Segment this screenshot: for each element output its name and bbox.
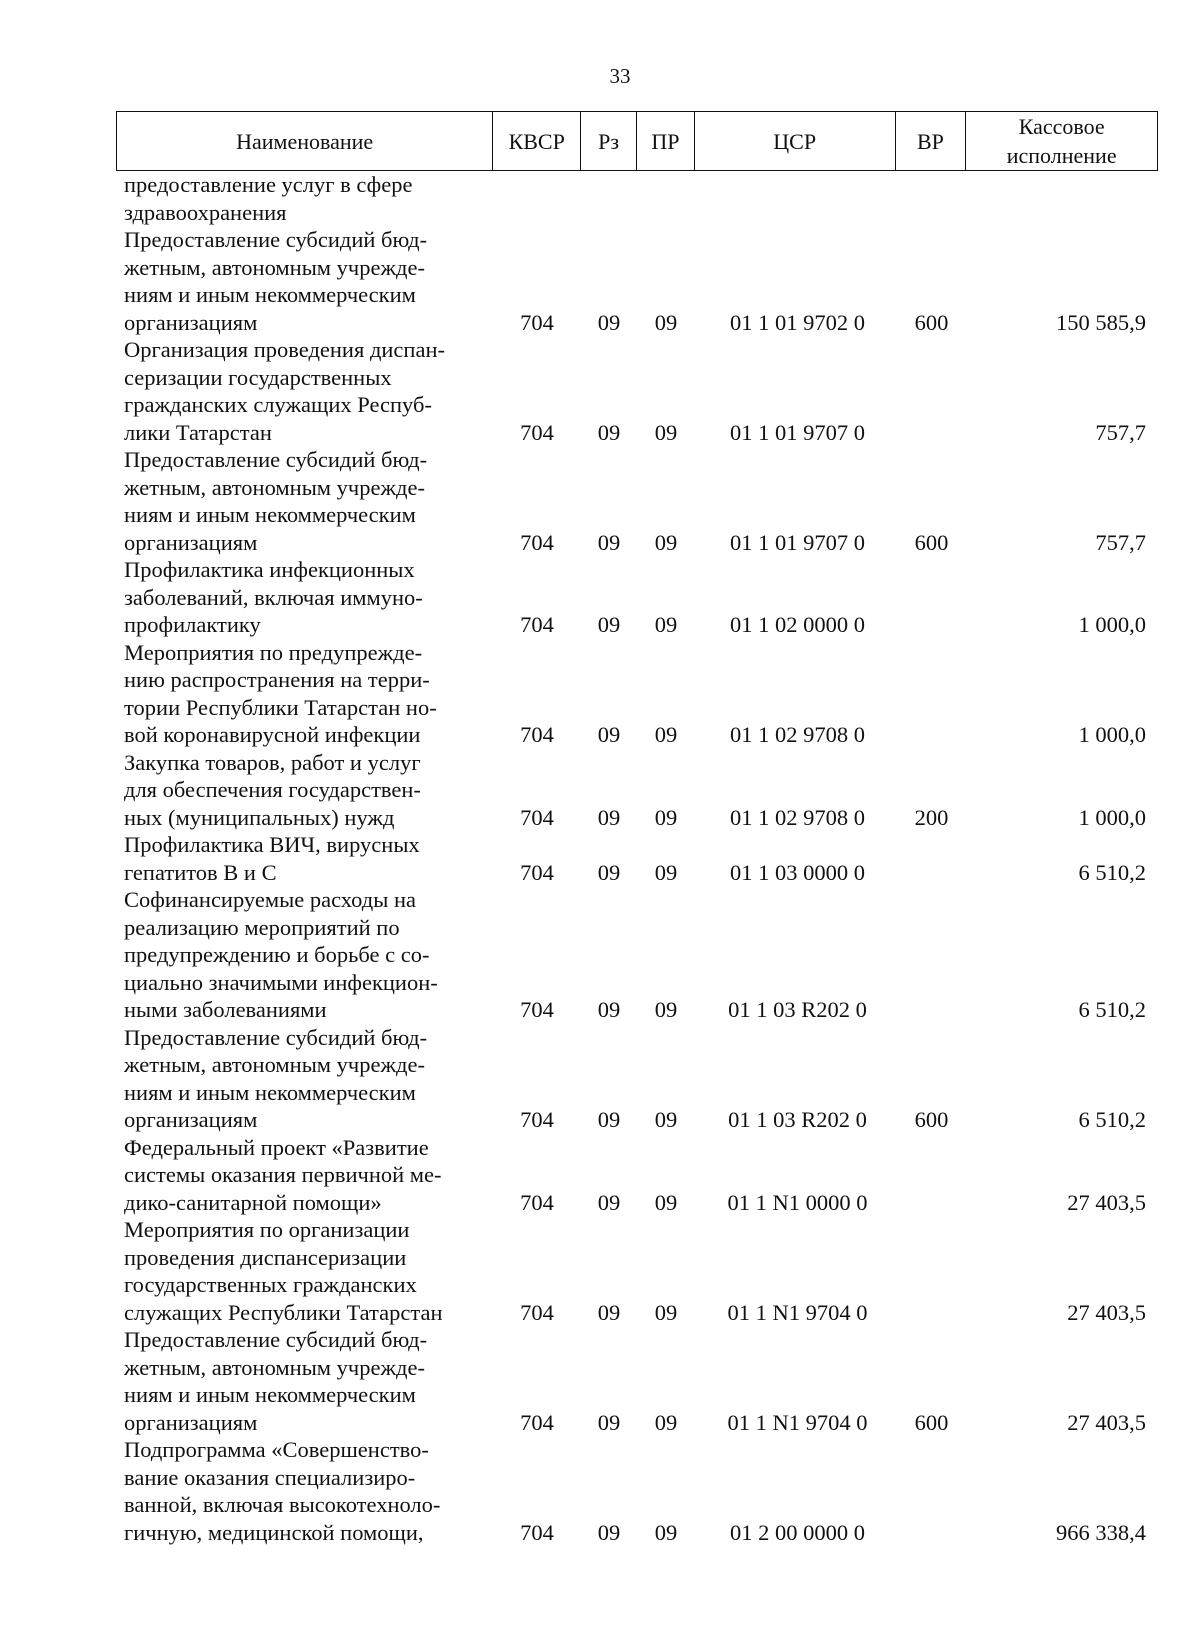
cell-name-line: ных (муниципальных) нужд — [124, 804, 395, 830]
cell-name-line: предупреждению и борьбе с со- — [124, 942, 430, 967]
header-csr: ЦСР — [695, 112, 896, 170]
cell-name — [116, 226, 493, 336]
cell-rz: 09 — [597, 859, 621, 885]
table-row — [116, 446, 1158, 556]
cell-cash-execution: 27 403,5 — [1067, 1409, 1146, 1435]
header-cash-execution-line2: исполнение — [1006, 143, 1117, 168]
cell-kvsr: 704 — [520, 722, 554, 747]
header-rz: Рз — [581, 112, 637, 170]
table-body — [116, 171, 1158, 1546]
cell-name-line: профилактику — [124, 612, 261, 637]
cell-name — [116, 1436, 493, 1546]
cell-rz: 09 — [597, 419, 621, 445]
cell-name-line: Мероприятия по организации — [124, 1217, 410, 1242]
cell-vr: 600 — [914, 309, 949, 335]
cell-name-line: жетным, автономным учрежде- — [124, 1052, 425, 1077]
cell-cash-execution: 1 000,0 — [1078, 612, 1146, 637]
cell-pr: 09 — [654, 612, 678, 637]
cell-csr: 01 1 01 9707 0 — [730, 529, 865, 555]
cell-kvsr: 704 — [520, 997, 554, 1022]
cell-vr: 600 — [914, 1107, 949, 1132]
cell-name — [116, 556, 493, 639]
cell-name-line: Мероприятия по предупрежде- — [124, 639, 423, 665]
cell-name-line: Софинансируемые расходы на — [124, 887, 416, 912]
cell-name-line: проведения диспансеризации — [124, 1244, 407, 1270]
cell-name — [116, 1134, 493, 1217]
cell-name-line: дико-санитарной помощи» — [124, 1189, 382, 1215]
cell-cash-execution: 6 510,2 — [1078, 997, 1146, 1022]
cell-name-line: серизации государственных — [124, 364, 392, 390]
cell-rz: 09 — [597, 1409, 621, 1435]
cell-name-line: Предоставление субсидий бюд- — [124, 1327, 428, 1352]
cell-name-line: ниям и иным некоммерческим — [124, 502, 416, 527]
cell-name-line: Предоставление субсидий бюд- — [124, 227, 428, 252]
cell-name-line: жетным, автономным учрежде- — [124, 1354, 425, 1380]
cell-kvsr: 704 — [520, 529, 554, 555]
cell-pr: 09 — [654, 859, 678, 885]
header-kvsr: КВСР — [493, 112, 581, 170]
cell-name — [116, 886, 493, 1024]
cell-rz: 09 — [597, 309, 621, 335]
cell-pr: 09 — [654, 1519, 678, 1545]
table-row — [116, 1024, 1158, 1134]
cell-csr: 01 1 01 9702 0 — [730, 309, 865, 335]
cell-name — [116, 171, 493, 226]
cell-rz: 09 — [597, 1299, 621, 1325]
table-row — [116, 749, 1158, 832]
cell-cash-execution: 6 510,2 — [1078, 1107, 1146, 1132]
cell-kvsr: 704 — [520, 859, 554, 885]
cell-name-line: Федеральный проект «Развитие — [124, 1134, 429, 1160]
cell-rz: 09 — [597, 1519, 621, 1545]
header-name: Наименование — [117, 112, 493, 170]
cell-pr: 09 — [654, 1189, 678, 1215]
cell-name — [116, 831, 493, 886]
cell-name-line: реализацию мероприятий по — [124, 914, 400, 940]
cell-vr: 600 — [914, 1409, 949, 1435]
cell-csr: 01 1 N1 9704 0 — [727, 1299, 868, 1325]
cell-name-line: Профилактика инфекционных — [124, 557, 415, 582]
cell-name-line: организациям — [124, 529, 258, 555]
cell-name-line: системы оказания первичной ме- — [124, 1162, 442, 1187]
cell-kvsr: 704 — [520, 1299, 554, 1325]
cell-name — [116, 639, 493, 749]
cell-name-line: гепатитов В и С — [124, 859, 277, 885]
cell-name-line: служащих Республики Татарстан — [124, 1299, 443, 1325]
cell-rz: 09 — [597, 997, 621, 1022]
cell-name-line: Предоставление субсидий бюд- — [124, 1024, 428, 1050]
header-cash-execution — [966, 112, 1157, 170]
cell-name-line: вание оказания специализиро- — [124, 1464, 416, 1490]
cell-rz: 09 — [597, 1189, 621, 1215]
table-row — [116, 1134, 1158, 1217]
cell-name-line: ниям и иным некоммерческим — [124, 282, 416, 307]
cell-name-line: для обеспечения государствен- — [124, 777, 421, 802]
cell-csr: 01 1 03 R202 0 — [728, 1107, 867, 1132]
cell-name-line: жетным, автономным учрежде- — [124, 474, 425, 500]
cell-pr: 09 — [654, 722, 678, 747]
table-row — [116, 639, 1158, 749]
cell-name-line: государственных гражданских — [124, 1272, 417, 1297]
cell-csr: 01 1 03 0000 0 — [730, 859, 865, 885]
cell-cash-execution: 1 000,0 — [1078, 804, 1146, 830]
cell-vr: 200 — [914, 804, 949, 830]
table-row — [116, 886, 1158, 1024]
cell-name-line: жетным, автономным учрежде- — [124, 254, 425, 280]
cell-name — [116, 446, 493, 556]
cell-name-line: лики Татарстан — [124, 419, 272, 445]
table-row — [116, 831, 1158, 886]
cell-cash-execution: 966 338,4 — [1056, 1519, 1146, 1545]
cell-name — [116, 336, 493, 446]
cell-rz: 09 — [597, 529, 621, 555]
cell-csr: 01 1 02 9708 0 — [730, 722, 865, 747]
cell-pr: 09 — [654, 309, 678, 335]
cell-name-line: Организация проведения диспан- — [124, 337, 445, 362]
cell-name-line: Подпрограмма «Совершенство- — [124, 1437, 429, 1462]
cell-name-line: Предоставление субсидий бюд- — [124, 447, 428, 472]
table-row — [116, 171, 1158, 226]
cell-kvsr: 704 — [520, 419, 554, 445]
header-pr: ПР — [637, 112, 695, 170]
cell-name-line: нию распространения на терри- — [124, 667, 430, 692]
header-cash-execution-line1: Кассовое — [1018, 114, 1105, 139]
table-row — [116, 226, 1158, 336]
cell-name-line: ванной, включая высокотехноло- — [124, 1492, 441, 1517]
cell-name-line: ниям и иным некоммерческим — [124, 1382, 416, 1407]
cell-csr: 01 1 03 R202 0 — [728, 997, 867, 1022]
cell-kvsr: 704 — [520, 612, 554, 637]
cell-csr: 01 1 N1 0000 0 — [727, 1189, 868, 1215]
table-row — [116, 1216, 1158, 1326]
cell-name-line: Закупка товаров, работ и услуг — [124, 749, 421, 775]
cell-cash-execution: 757,7 — [1095, 529, 1146, 555]
cell-name-line: гражданских служащих Респуб- — [124, 392, 432, 417]
budget-table — [116, 111, 1158, 1546]
cell-pr: 09 — [654, 804, 678, 830]
table-row — [116, 1326, 1158, 1436]
cell-pr: 09 — [654, 997, 678, 1022]
cell-rz: 09 — [597, 1107, 621, 1132]
cell-rz: 09 — [597, 804, 621, 830]
cell-name-line: организациям — [124, 1409, 258, 1435]
cell-cash-execution: 27 403,5 — [1067, 1189, 1146, 1215]
cell-kvsr: 704 — [520, 1519, 554, 1545]
cell-name-line: организациям — [124, 309, 258, 335]
cell-name-line: предоставление услуг в сфере — [124, 172, 413, 197]
page-number: 33 — [609, 64, 631, 88]
cell-name — [116, 749, 493, 832]
header-vr: ВР — [896, 112, 967, 170]
cell-csr: 01 1 N1 9704 0 — [727, 1409, 868, 1435]
cell-name — [116, 1216, 493, 1326]
cell-rz: 09 — [597, 612, 621, 637]
cell-kvsr: 704 — [520, 1189, 554, 1215]
cell-name-line: здравоохранения — [124, 199, 287, 225]
cell-vr: 600 — [914, 529, 949, 555]
cell-kvsr: 704 — [520, 1409, 554, 1435]
table-row — [116, 556, 1158, 639]
cell-name-line: ными заболеваниями — [124, 997, 327, 1022]
cell-csr: 01 1 02 9708 0 — [730, 804, 865, 830]
cell-name-line: вой коронавирусной инфекции — [124, 722, 421, 747]
cell-csr: 01 1 01 9707 0 — [730, 419, 865, 445]
cell-pr: 09 — [654, 1107, 678, 1132]
cell-name — [116, 1326, 493, 1436]
table-row — [116, 336, 1158, 446]
cell-cash-execution: 757,7 — [1095, 419, 1146, 445]
cell-csr: 01 1 02 0000 0 — [730, 612, 865, 637]
cell-cash-execution: 6 510,2 — [1078, 859, 1146, 885]
cell-name-line: заболеваний, включая иммуно- — [124, 584, 423, 610]
cell-kvsr: 704 — [520, 309, 554, 335]
cell-pr: 09 — [654, 419, 678, 445]
cell-name-line: тории Республики Татарстан но- — [124, 694, 437, 720]
cell-csr: 01 2 00 0000 0 — [730, 1519, 865, 1545]
table-header — [116, 111, 1158, 171]
cell-cash-execution: 1 000,0 — [1078, 722, 1146, 747]
cell-name-line: Профилактика ВИЧ, вирусных — [124, 832, 420, 857]
cell-rz: 09 — [597, 722, 621, 747]
cell-pr: 09 — [654, 1299, 678, 1325]
cell-name-line: циально значимыми инфекцион- — [124, 969, 438, 995]
cell-pr: 09 — [654, 529, 678, 555]
cell-name-line: ниям и иным некоммерческим — [124, 1079, 416, 1105]
cell-kvsr: 704 — [520, 1107, 554, 1132]
cell-name-line: организациям — [124, 1107, 258, 1132]
table-row — [116, 1436, 1158, 1546]
cell-cash-execution: 150 585,9 — [1056, 309, 1146, 335]
cell-name — [116, 1024, 493, 1134]
cell-name-line: гичную, медицинской помощи, — [124, 1519, 424, 1545]
cell-kvsr: 704 — [520, 804, 554, 830]
cell-pr: 09 — [654, 1409, 678, 1435]
cell-cash-execution: 27 403,5 — [1067, 1299, 1146, 1325]
